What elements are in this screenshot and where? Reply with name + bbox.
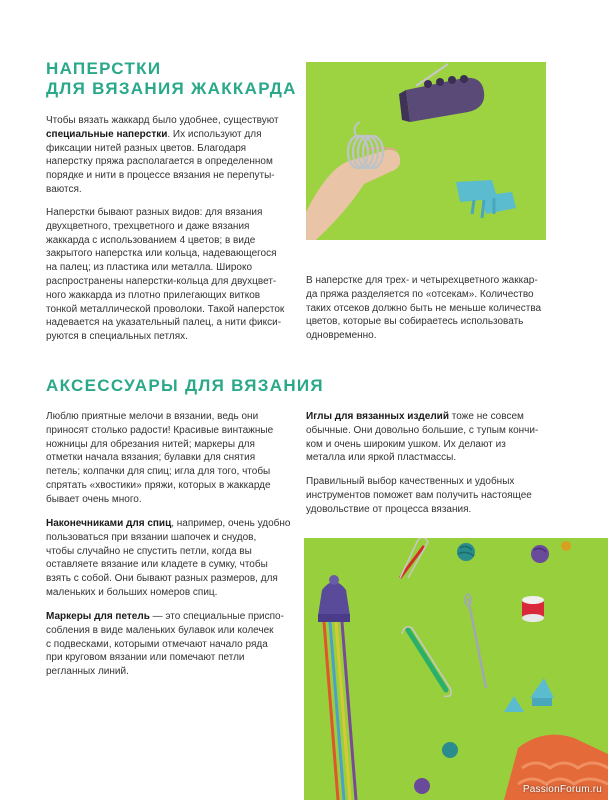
section2-paragraph-5: Правильный выбор качественных и удобных инструментов поможет вам получить настоящее удовольствие от процесса вязания. [306, 476, 532, 515]
section1-heading-line1: НАПЕРСТКИ [46, 59, 162, 78]
section1-paragraph-1: Чтобы вязать жаккард было удобнее, существуют специальные наперстки. Их используют для фиксации нитей разных цветов. Благодаря наперстку пряжа располагается в определенном порядке и нити в процессе вязания не перепуты- ваются. [46, 115, 279, 195]
watermark-text: PassionForum.ru [522, 784, 602, 795]
section2-paragraph-4: Иглы для вязанных изделий тоже не совсем обычные. Они довольно большие, с тупым кончи- ком и очень широким ушком. Их делают из металла или яркой пластмассы. [306, 411, 539, 464]
section2-heading: АКСЕССУАРЫ ДЛЯ ВЯЗАНИЯ [46, 376, 324, 395]
thimbles-photo [306, 62, 546, 240]
thimbles-photo-image [306, 62, 546, 240]
section2-paragraph-3: Маркеры для петель — это специальные приспо- собления в виде маленьких булавок или колечек с подвесками, которыми отмечают начало ряда при круговом вязании или помечают петли регланных линий. [46, 611, 284, 678]
knitting-accessories-photo [304, 538, 608, 800]
section2-paragraph-1: Люблю приятные мелочи в вязании, ведь они приносят столько радости! Красивые винтажные ножницы для обрезания нитей; маркеры для отметки начала вязания; булавки для снятия петель; колпачки для спиц; игла для того, чтобы спрятать «хвостики» пряжи, которых в жаккарде бывает очень много. [46, 411, 274, 505]
knitting-accessories-photo-image [304, 538, 608, 800]
section1-paragraph-3: В наперстке для трех- и четырехцветного жаккар- да пряжа разделяется по «отсекам». Количество таких отсеков должно быть не меньше количества цветов, которые вы собираетесь использовать одновременно. [306, 275, 542, 342]
section1-paragraph-2: Наперстки бывают разных видов: для вязания двухцветного, трехцветного и даже вязания жаккарда с использованием 4 цветов; в виде закрытого наперстка или кольца, надевающегося на палец; из пластика или металла. Широко распространены наперстки-кольца для двухцвет- ного жаккарда из плотно прилегающих витков тонкой металлической проволоки. Такой наперсток надевается на указательный палец, а нити фикси- руются в специальных петлях. [46, 207, 285, 343]
section2-paragraph-2: Наконечниками для спиц, например, очень удобно пользоваться при вязании шапочек и снудов, чтобы случайно не спустить петли, когда вы оставляете вязание или кладете в сумку, чтобы взять с собой. Они бывают разных размеров, для маленьких и больших номеров спиц. [46, 518, 291, 598]
section1-heading [46, 59, 297, 99]
section1-heading-line2: ДЛЯ ВЯЗАНИЯ ЖАККАРДА [46, 79, 297, 98]
